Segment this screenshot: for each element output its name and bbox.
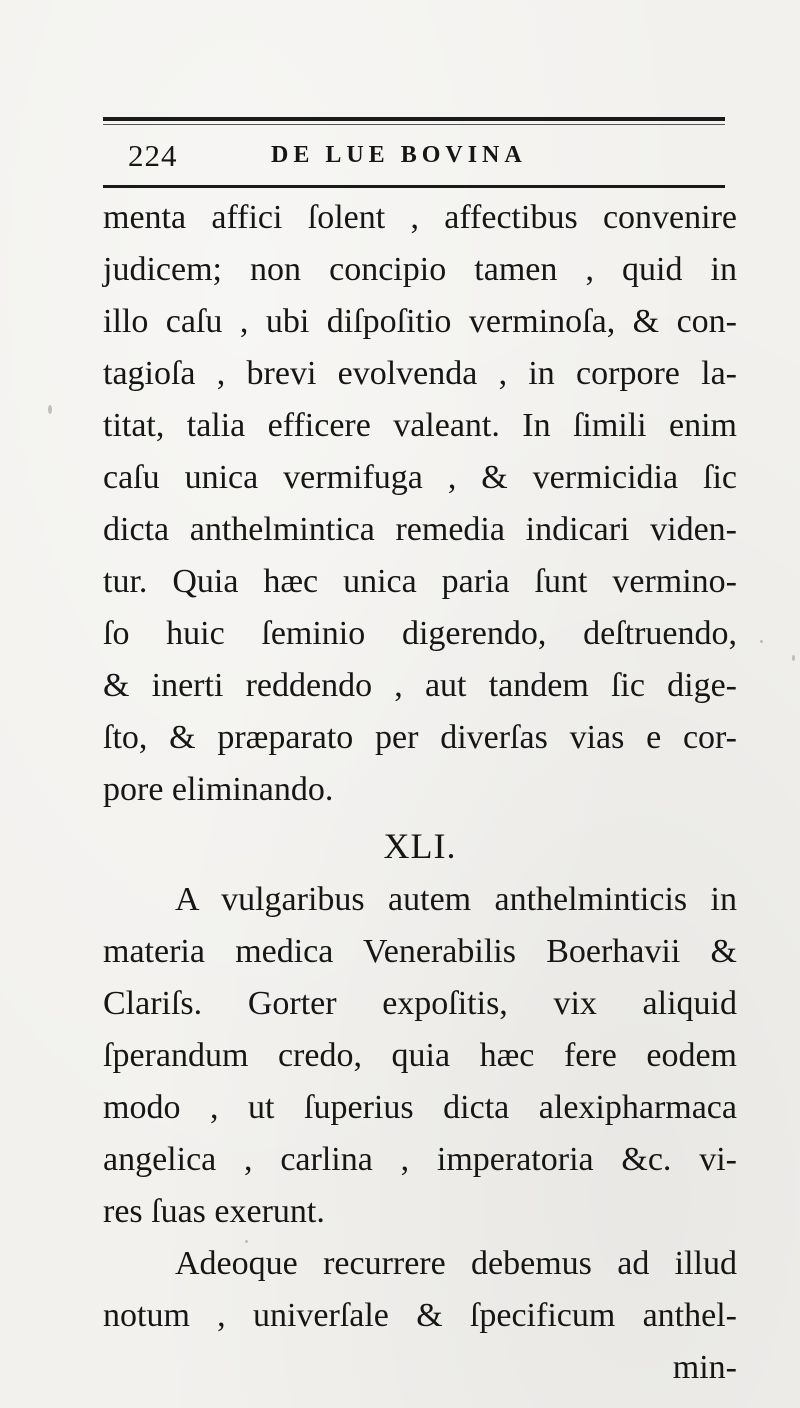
running-head	[103, 126, 725, 182]
text-line: dicta anthelmintica remedia indicari viden-	[103, 511, 737, 548]
text-line: A vulgaribus autem anthelminticis in	[175, 881, 737, 918]
text-line: Adeoque recurrere debemus ad illud	[175, 1245, 737, 1282]
text-line: tur. Quia hæc unica paria ſunt vermino-	[103, 563, 737, 600]
paper-speck	[48, 405, 52, 414]
paper-speck	[760, 640, 763, 643]
text-line: res ſuas exerunt.	[103, 1193, 325, 1230]
text-line: & inerti reddendo , aut tandem ſic dige-	[103, 667, 737, 704]
header-rule-top-thin	[103, 124, 725, 125]
page-number: 224	[128, 138, 178, 173]
catchword: min-	[672, 1349, 737, 1386]
text-line: tagioſa , brevi evolvenda , in corpore la-	[103, 355, 737, 392]
header-rule-top	[103, 117, 725, 121]
text-line: pore eliminando.	[103, 771, 334, 808]
text-line: caſu unica vermifuga , & vermicidia ſic	[103, 459, 737, 496]
text-line: ſo huic ſeminio digerendo, deſtruendo,	[103, 615, 737, 652]
text-line: modo , ut ſuperius dicta alexipharmaca	[103, 1089, 737, 1126]
paper-speck	[245, 1240, 248, 1243]
text-line: Clariſs. Gorter expoſitis, vix aliquid	[103, 985, 737, 1022]
text-line: titat, talia efficere valeant. In ſimili enim	[103, 407, 737, 444]
header-rule-bottom	[103, 185, 725, 188]
text-line: materia medica Venerabilis Boerhavii &	[103, 933, 737, 970]
paper-speck	[792, 655, 795, 661]
text-line: illo caſu , ubi diſpoſitio verminoſa, & con-	[103, 303, 737, 340]
text-line: ſto, & præparato per diverſas vias e cor-	[103, 719, 737, 756]
text-line: notum , univerſale & ſpecificum anthel-	[103, 1297, 737, 1334]
text-line: judicem; non concipio tamen , quid in	[103, 251, 737, 288]
text-line: menta affici ſolent , affectibus convenire	[103, 199, 737, 236]
running-title: DE LUE BOVINA	[271, 142, 527, 168]
text-line: angelica , carlina , imperatoria &c. vi-	[103, 1141, 737, 1178]
text-line: ſperandum credo, quia hæc fere eodem	[103, 1037, 737, 1074]
section-heading: XLI.	[383, 826, 457, 866]
